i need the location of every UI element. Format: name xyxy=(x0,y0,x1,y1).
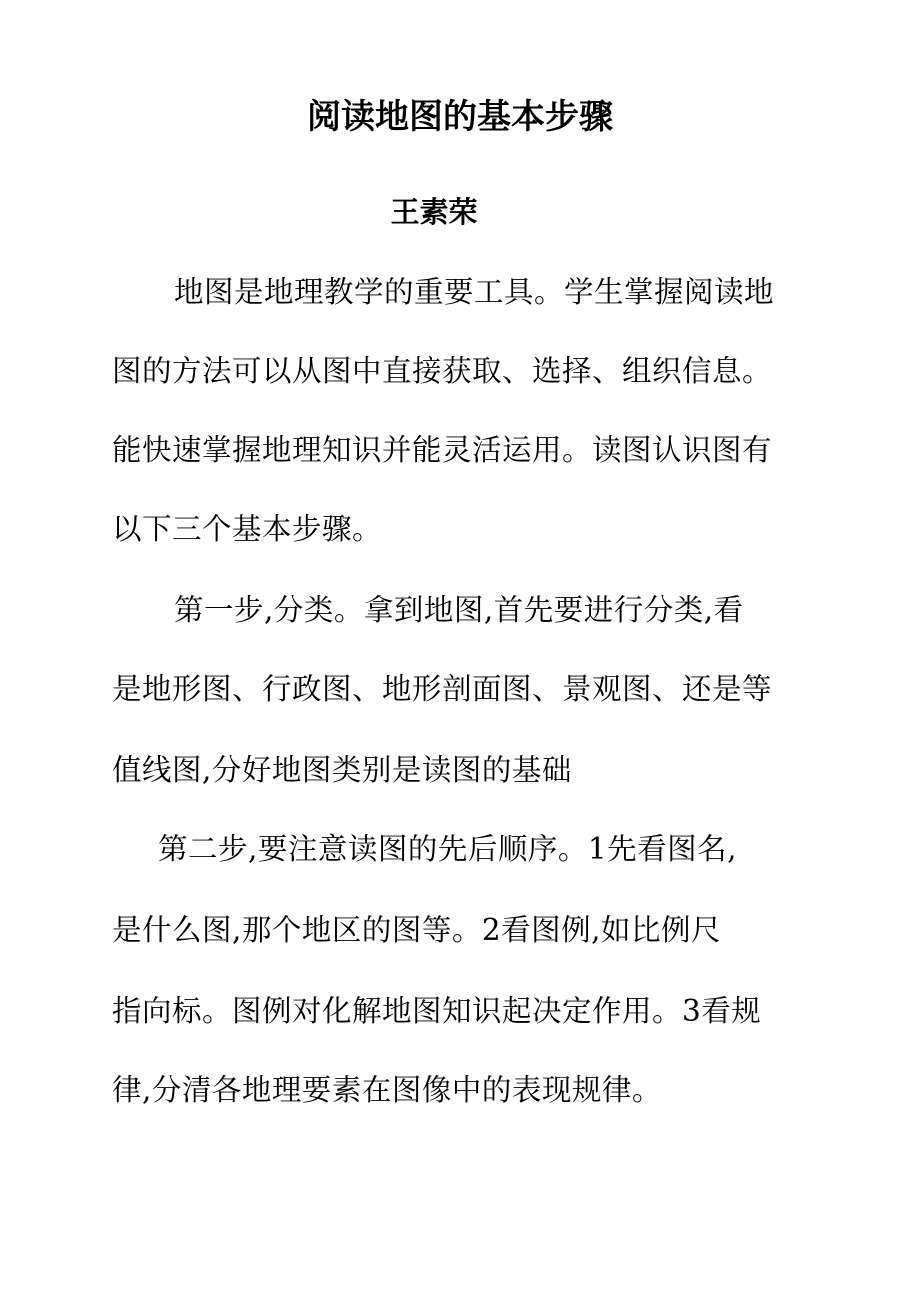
paragraph-1-line-2: 图的方法可以从图中直接获取、选择、组织信息。 xyxy=(112,354,773,388)
author-name: 王素荣 xyxy=(390,195,478,229)
paragraph-2-line-1: 第一步,分类。拿到地图,首先要进行分类,看 xyxy=(174,593,744,627)
paragraph-1-line-3: 能快速掌握地理知识并能灵活运用。读图认识图有 xyxy=(112,433,773,467)
paragraph-3-line-2: 是什么图,那个地区的图等。2看图例,如比例尺 xyxy=(112,913,722,947)
paragraph-2-line-3: 值线图,分好地图类别是读图的基础 xyxy=(112,753,572,787)
paragraph-3-line-3: 指向标。图例对化解地图知识起决定作用。3看规 xyxy=(112,994,762,1028)
paragraph-2-line-2: 是地形图、行政图、地形剖面图、景观图、还是等 xyxy=(112,672,773,706)
document-title: 阅读地图的基本步骤 xyxy=(307,97,613,137)
paragraph-1-line-1: 地图是地理教学的重要工具。学生掌握阅读地 xyxy=(174,275,775,309)
paragraph-1-line-4: 以下三个基本步骤。 xyxy=(112,512,383,546)
paragraph-3-line-4: 律,分清各地理要素在图像中的表现规律。 xyxy=(112,1073,662,1107)
paragraph-3-line-1: 第二步,要注意读图的先后顺序。1先看图名, xyxy=(158,832,738,866)
